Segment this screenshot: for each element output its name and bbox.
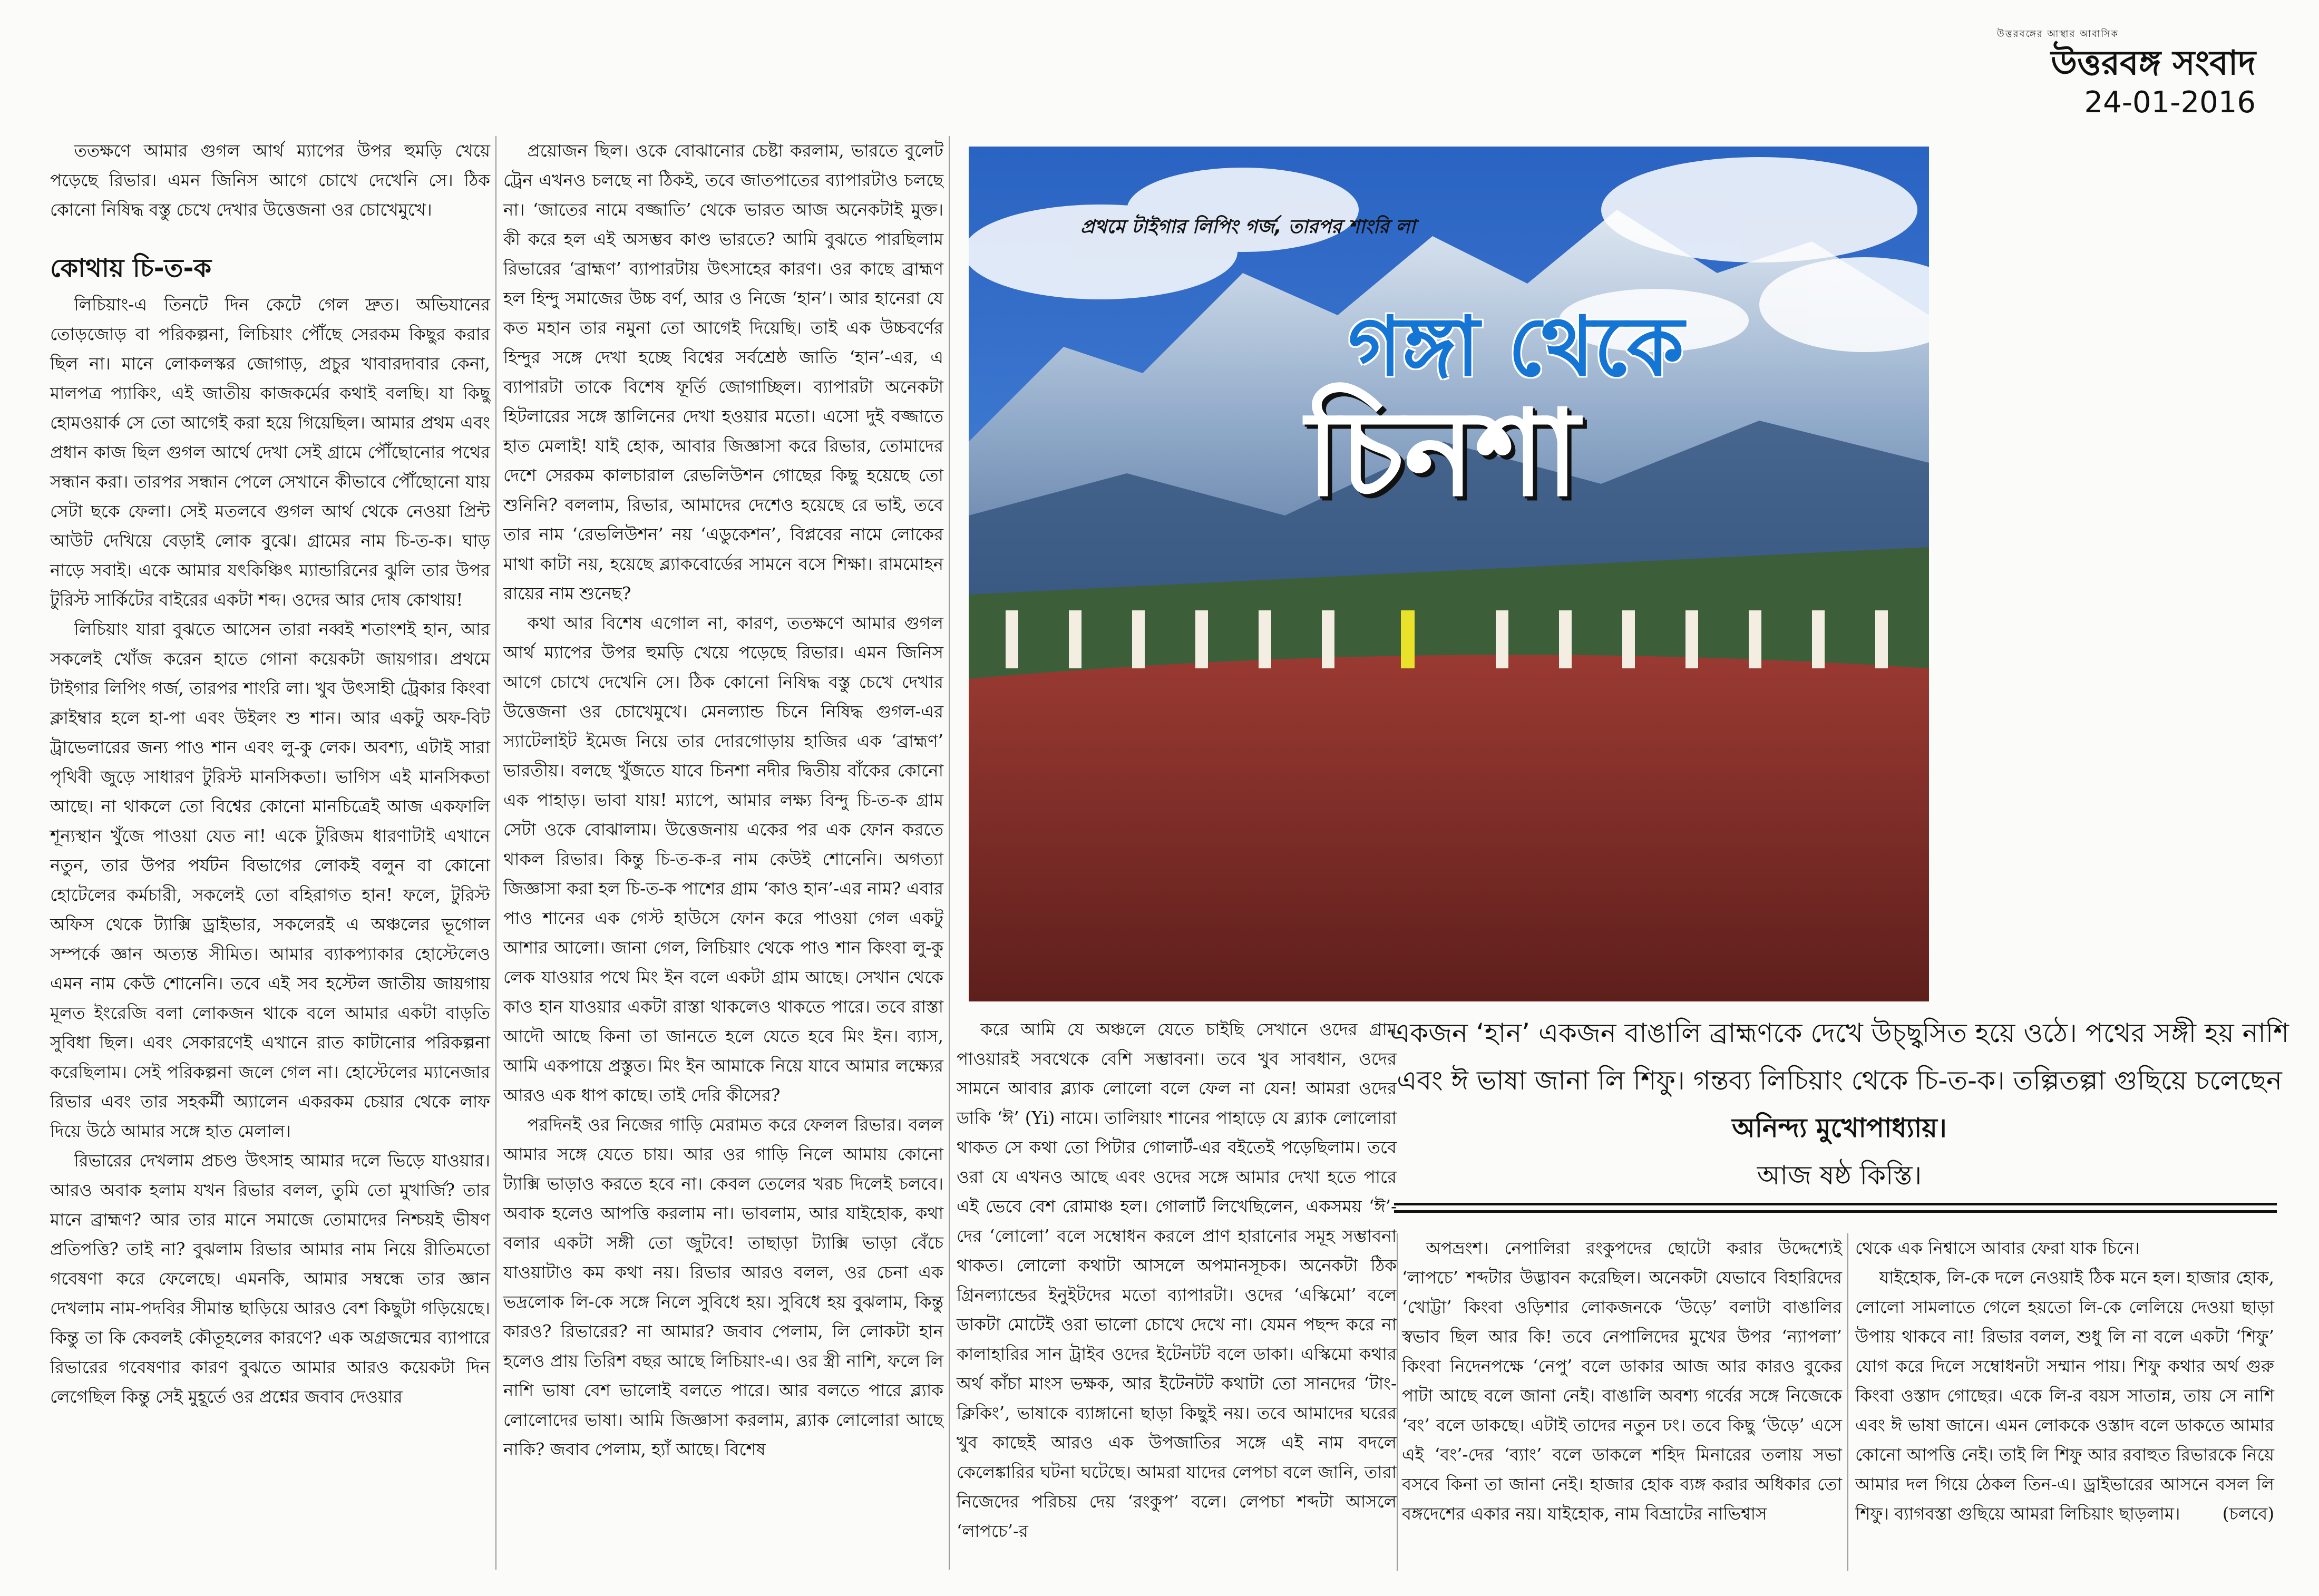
paragraph: অপভ্রংশ। নেপালিরা রংকুপদের ছোটো করার উদ্দেশ্যেই ‘লাপচে’ শব্দটার উদ্ভাবন করেছিল। অনেকটা যেভাবে বিহারিদের ‘খোট্টা’ কিংবা ওড়িশার লোকজনকে ‘উড়ে’ বলাটা বাঙালির স্বভাব ছিল আর কি! তবে নেপালিদের মুখের উপর ‘ন্যাপলা’ কিংবা নিদেনপক্ষে ‘নেপু’ বলে ডাকার আজ আর কারও বুকের পাটা আছে বলে জানা নেই। বাঙালি অবশ্য গর্বের সঙ্গে নিজেকে ‘বং’ বলে ডাকছে। এটাই তাদের নতুন ঢং। তবে কিছু ‘উড়ে’ এসে এই ‘বং’-দের ‘ব্যাং’ বলে ডাকলে শহিদ মিনারের তলায় সভা বসবে কিনা তা জানা নেই। হাজার হোক ব্যঙ্গ করার অধিকার তো বঙ্গদেশের একার নয়। যাইহোক, নাম বিভ্রাটের নাভিশ্বাস [1402, 1238, 1842, 1524]
masthead [1876, 26, 2256, 122]
paragraph: ততক্ষণে আমার গুগল আর্থ ম্যাপের উপর হুমড়ি খেয়ে পড়েছে রিভার। এমন জিনিস আগে চোখে দেখেনি সে। ঠিক কোনো নিষিদ্ধ বস্তু চেখে দেখার উত্তেজনা ওর চোখেমুখে। [50, 141, 490, 220]
author-name: অনিন্দ্য মুখোপাধ্যায়। [1732, 1113, 1947, 1143]
intro-divider-bottom [1394, 1210, 2277, 1213]
paragraph: প্রয়োজন ছিল। ওকে বোঝানোর চেষ্টা করলাম, ভারতে বুলেট ট্রেন এখনও চলছে না ঠিকই, তবে জাতপাতের ব্যাপারটাও চলছে না। ‘জাতের নামে বজ্জাতি’ থেকে ভারত আজ অনেকটাই মুক্ত। কী করে হল এই অসম্ভব কাণ্ড ভারতে? আমি বুঝতে পারছিলাম রিভারের ‘ব্রাহ্মণ’ ব্যাপারটায় উৎসাহের কারণ। ওর কাছে ব্রাহ্মণ হল হিন্দু সমাজের উচ্চ বর্ণ, আর ও নিজে ‘হান’। আর হানেরা যে কত মহান তার নমুনা তো আগেই দিয়েছি। তাই এক উচ্চবর্ণের হিন্দুর সঙ্গে দেখা হচ্ছে বিশ্বের সর্বশ্রেষ্ঠ জাতি ‘হান’-এর, এ ব্যাপারটা তাকে বিশেষ ফূর্তি জোগাচ্ছিল। ব্যাপারটা অনেকটা হিটলারের সঙ্গে স্তালিনের দেখা হওয়ার মতো। এসো দুই বজ্জাতে হাত মেলাই! যাই হোক, আবার জিজ্ঞাসা করে রিভার, তোমাদের দেশে সেরকম কালচারাল রেভলিউশন গোছের কিছু হয়েছে তো শুনিনি? বললাম, রিভার, আমাদের দেশেও হয়েছে রে ভাই, তবে তার নাম ‘রেভলিউশন’ নয় ‘এডুকেশন’, বিপ্লবের নামে লোকের মাথা কাটা নয়, হয়েছে ব্ল্যাকবোর্ডের সামনে বসে শিক্ষা। রামমোহন রায়ের নাম শুনেছ? [503, 141, 943, 604]
article-column-3 [957, 1015, 1397, 1546]
column-divider [949, 136, 950, 1570]
paragraph: লিচিয়াং যারা বুঝতে আসেন তারা নব্বই শতাংশই হান, আর সকলেই খোঁজ করেন হাতে গোনা কয়েকটা জায়গার। প্রথমে টাইগার লিপিং গর্জ, তারপর শাংরি লা। খুব উৎসাহী ট্রেকার কিংবা ক্লাইম্বার হলে হা-পা এবং উইলং শু শান। আর একটু অফ-বিট ট্রাভেলারের জন্য পাও শান এবং লু-কু লেক। অবশ্য, এটাই সারা পৃথিবী জুড়ে সাধারণ টুরিস্ট মানসিকতা। ভাগিস এই মানসিকতা আছে। না থাকলে তো বিশ্বের কোনো মানচিত্রেই আজ একফালি শূন্যস্থান খুঁজে পাওয়া যেত না! একে টুরিজম ধারণাটাই এখানে নতুন, তার উপর পর্যটন বিভাগের লোকই বলুন বা কোনো হোটেলের কর্মচারী, সকলেই তো বহিরাগত হান! ফলে, টুরিস্ট অফিস থেকে ট্যাক্সি ড্রাইভার, সকলেরই এ অঞ্চলের ভূগোল সম্পর্কে জ্ঞান অত্যন্ত সীমিত। আমার ব্যাকপ্যাকার হোস্টেলেও এমন নাম কেউ শোনেনি। তবে এই সব হস্টেল জাতীয় জায়গায় মূলত ইংরেজি বলা লোকজন থাকে বলে আমার একটা বাড়তি সুবিধা ছিল। এবং সেকারণেই এখানে রাত কাটানোর পরিকল্পনা করেছিলাম। সেই পরিকল্পনা জলে গেল না। হোস্টেলের ম্যানেজার রিভার এবং তার সহকর্মী অ্যালেন একরকম চেয়ার থেকে লাফ দিয়ে উঠে আমার সঙ্গে হাত মেলাল। [50, 619, 490, 1141]
photo-subtitle: প্রথমে টাইগার লিপিং গর্জ, তারপর শাংরি লা [1080, 216, 1416, 238]
intro-divider-top [1394, 1203, 2277, 1205]
mountain-dance-photo [969, 147, 1929, 1001]
column-divider [1847, 1233, 1848, 1571]
feature-photo [969, 147, 1929, 1001]
installment-note: আজ ষষ্ঠ কিস্তি। [1757, 1160, 1922, 1191]
intro-text: একজন ‘হান’ একজন বাঙালি ব্রাহ্মণকে দেখে উচ্ছ্বসিত হয়ে ওঠে। পথের সঙ্গী হয় নাশি এবং ঈ ভাষা জানা লি শিফু। গন্তব্য লিচিয়াং থেকে চি-ত-ক। তল্পিতল্পা গুছিয়ে চলেছেন [1390, 1018, 2289, 1096]
intro-deck [1386, 1009, 2293, 1199]
section-heading: কোথায় চি-ত-ক [50, 254, 212, 283]
headline-line-2: চিনশা [1306, 385, 1580, 523]
newspaper-name: উত্তরবঙ্গ সংবাদ [2051, 44, 2256, 83]
paragraph [1855, 1263, 2274, 1529]
article-column-5 [1855, 1233, 2274, 1529]
issue-date: 24-01-2016 [2084, 85, 2256, 120]
headline-line-1: গঙ্গা থেকে [1348, 299, 1684, 394]
paragraph: রিভারের দেখলাম প্রচণ্ড উৎসাহ আমার দলে ভিড়ে যাওয়ার। আরও অবাক হলাম যখন রিভার বলল, তুমি তো মুখার্জি? তার মানে ব্রাহ্মণ? আর তার মানে সমাজে তোমাদের নিশ্চয়ই ভীষণ প্রতিপত্তি? তাই না? বুঝলাম রিভার আমার নাম নিয়ে রীতিমতো গবেষণা করে ফেলেছে। এমনকি, আমার সম্বন্ধে তার জ্ঞান দেখলাম নাম-পদবির সীমান্ত ছাড়িয়ে আরও বেশ কিছুটা গড়িয়েছে। কিন্তু তা কি কেবলই কৌতূহলের কারণে? এক অগ্রজন্মের ব্যাপারে রিভারের গবেষণার কারণ বুঝতে আমার আরও কয়েকটা দিন লেগেছিল কিন্তু সেই মুহূর্তে ওর প্রশ্নের জবাব দেওয়ার [50, 1151, 490, 1407]
to-be-continued: (চলবে) [2222, 1504, 2274, 1524]
masthead-tagline: উত্তরবঙ্গের আস্থার আবাসিক [1996, 28, 2119, 40]
article-column-4 [1402, 1233, 1842, 1529]
paragraph: পরদিনই ওর নিজের গাড়ি মেরামত করে ফেলল রিভার। বলল আমার সঙ্গে যেতে চায়। আর ওর গাড়ি নিলে আমায় কোনো ট্যাক্সি ভাড়াও করতে হবে না। কেবল তেলের খরচ দিলেই চলবে। অবাক হলেও আপত্তি করলাম না। ভাবলাম, আর যাইহোক, কথা বলার একটা সঙ্গী তো জুটবে! তাছাড়া ট্যাক্সি ভাড়া বেঁচে যাওয়াটাও কম কথা নয়। রিভার আরও বলল, ওর চেনা এক ভদ্রলোক লি-কে সঙ্গে নিলে সুবিধে হয়। সুবিধে হয় বুঝলাম, কিন্তু কারও? রিভারের? না আমার? জবাব পেলাম, লি লোকটা হান হলেও প্রায় তিরিশ বছর আছে লিচিয়াং-এ। ওর স্ত্রী নাশি, ফলে লি নাশি ভাষা বেশ ভালোই বলতে পারে। আর বলতে পারে ব্ল্যাক লোলোদের ভাষা। আমি জিজ্ঞাসা করলাম, ব্ল্যাক লোলোরা আছে নাকি? জবাব পেলাম, হ্যাঁ আছে। বিশেষ [503, 1115, 943, 1459]
article-column-1 [50, 136, 490, 1412]
paragraph: থেকে এক নিশ্বাসে আবার ফেরা যাক চিনে। [1855, 1238, 2140, 1258]
paragraph-text: যাইহোক, লি-কে দলে নেওয়াই ঠিক মনে হল। হাজার হোক, লোলো সামলাতে গেলে হয়তো লি-কে লেলিয়ে দেওয়া ছাড়া উপায় থাকবে না! রিভার বলল, শুধু লি না বলে একটা ‘শিফু’ যোগ করে দিলে সম্বোধনটা সম্মান পায়। শিফু কথার অর্থ গুরু কিংবা ওস্তাদ গোছের। একে লি-র বয়স সাতান্ন, তায় সে নাশি এবং ঈ ভাষা জানে। এমন লোককে ওস্তাদ বলে ডাকতে আমার কোনো আপত্তি নেই। তাই লি শিফু আর রবাহুত রিভারকে নিয়ে আমার দল গিয়ে ঠেকল তিন-এ। ড্রাইভারের আসনে বসল লি শিফু। ব্যাগবস্তা গুছিয়ে আমরা লিচিয়াং ছাড়লাম। [1855, 1268, 2274, 1524]
paragraph: লিচিয়াং-এ তিনটে দিন কেটে গেল দ্রুত। অভিযানের তোড়জোড় বা পরিকল্পনা, লিচিয়াং পৌঁছে সেরকম কিছুর করার ছিল না। মানে লোকলস্কর জোগাড়, প্রচুর খাবারদাবার কেনা, মালপত্র প্যাকিং, এই জাতীয় কাজকর্মের কথাই বলছি। যা কিছু হোমওয়ার্ক সে তো আগেই করা হয়ে গিয়েছিল। আমার প্রথম এবং প্রধান কাজ ছিল গুগল আর্থে দেখা সেই গ্রামে পৌঁছোনোর পথের সন্ধান করা। তারপর সন্ধান পেলে সেখানে কীভাবে পৌঁছোনো যায় সেটা ছকে ফেলা। সেই মতলবে গুগল আর্থ থেকে নেওয়া প্রিন্ট আউট দেখিয়ে বেড়াই লোক বুঝে। গ্রামের নাম চি-ত-ক। ঘাড় নাড়ে সবাই। একে আমার যৎকিঞ্চিৎ ম্যান্ডারিনের ঝুলি তার উপর টুরিস্ট সার্কিটের বাইরের একটা শব্দ। ওদের আর দোষ কোথায়! [50, 295, 490, 610]
article-column-2 [503, 136, 943, 1464]
paragraph: করে আমি যে অঞ্চলে যেতে চাইছি সেখানে ওদের গ্রাম পাওয়ারই সবথেকে বেশি সম্ভাবনা। তবে খুব সাবধান, ওদের সামনে আবার ব্ল্যাক লোলো বলে ফেল না যেন! আমরা ওদের ডাকি ‘ঈ’ (Yi) নামে। তালিয়াং শানের পাহাড়ে যে ব্ল্যাক লোলোরা থাকত সে কথা তো পিটার গোলার্ট-এর বইতেই পড়েছিলাম। তবে ওরা যে এখনও আছে এবং ওদের সঙ্গে আমার দেখা হতে পারে এই ভেবে বেশ রোমাঞ্চ হল। গোলার্ট লিখেছিলেন, একসময় ‘ঈ’-দের ‘লোলো’ বলে সম্বোধন করলে প্রাণ হারানোর সমূহ সম্ভাবনা থাকত। লোলো কথাটা আসলে অপমানসূচক। অনেকটা ঠিক গ্রিনল্যান্ডের ইনুইটদের মতো ব্যাপারটা। ওদের ‘এস্কিমো’ বলে ডাকটা মোটেই ওরা ভালো চোখে দেখে না। যেমন পছন্দ করে না কালাহারির সান ট্রাইব ওদের ইটেনটট বলে ডাকা। এস্কিমো কথার অর্থ কাঁচা মাংস ভক্ষক, আর ইটেনটট কথাটা তো সানদের ‘টাং-ক্লিকিং’, ভাষাকে ব্যাঙ্গানো ছাড়া কিছুই নয়। তবে আমাদের ঘরের খুব কাছেই আরও এক উপজাতির সঙ্গে এই নাম বদলে কেলেঙ্কারির ঘটনা ঘটেছে। আমরা যাদের লেপচা বলে জানি, তারা নিজেদের পরিচয় দেয় ‘রংকুপ’ বলে। লেপচা শব্দটা আসলে ‘লাপচে’-র [957, 1019, 1397, 1541]
column-divider [495, 136, 496, 1570]
column-divider [1397, 1233, 1398, 1571]
paragraph: কথা আর বিশেষ এগোল না, কারণ, ততক্ষণে আমার গুগল আর্থ ম্যাপের উপর হুমড়ি খেয়ে পড়েছে রিভার। এমন জিনিস আগে চোখে দেখেনি সে। ঠিক কোনো নিষিদ্ধ বস্তু চেখে দেখার উত্তেজনা ওর চোখেমুখে। মেনল্যান্ড চিনে নিষিদ্ধ গুগল-এর স্যাটেলাইট ইমেজ নিয়ে তার দোরগোড়ায় হাজির এক ‘ব্রাহ্মণ’ ভারতীয়। বলছে খুঁজতে যাবে চিনশা নদীর দ্বিতীয় বাঁকের কোনো এক পাহাড়। ভাবা যায়! ম্যাপে, আমার লক্ষ্য বিন্দু চি-ত-ক গ্রাম সেটা ওকে বোঝালাম। উত্তেজনায় একের পর এক ফোন করতে থাকল রিভার। কিন্তু চি-ত-ক-র নাম কেউই শোনেনি। অগত্যা জিজ্ঞাসা করা হল চি-ত-ক পাশের গ্রাম ‘কাও হান’-এর নাম? এবার পাও শানের এক গেস্ট হাউসে ফোন করে পাওয়া গেল একটু আশার আলো। জানা গেল, লিচিয়াং থেকে পাও শান কিংবা লু-কু লেক যাওয়ার পথে মিং ইন বলে একটা গ্রাম আছে। সেখান থেকে কাও হান যাওয়ার একটা রাস্তা থাকলেও থাকতে পারে। তবে রাস্তা আদৌ আছে কিনা তা জানতে হলে যেতে হবে মিং ইন। ব্যাস, আমি একপায়ে প্রস্তুত। মিং ইন আমাকে নিয়ে যাবে আমার লক্ষ্যের আরও এক ধাপ কাছে। তাই দেরি কীসের? [503, 613, 943, 1105]
